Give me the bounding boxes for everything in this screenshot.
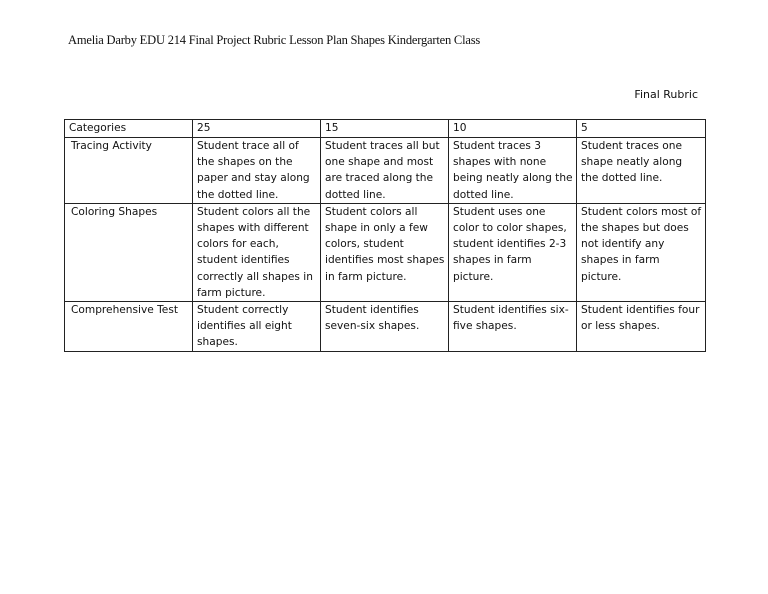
rubric-row-tracing-activity <box>65 138 706 204</box>
criteria-cell: Student colors all shape in only a few colors, student identifies most shapes in farm picture. <box>321 203 449 301</box>
criteria-cell: Student traces 3 shapes with none being neatly along the dotted line. <box>449 138 577 204</box>
criteria-cell: Student colors all the shapes with different colors for each, student identifies correctly all shapes in farm picture. <box>193 203 321 301</box>
rubric-header-row <box>65 120 706 138</box>
header-score-25: 25 <box>193 120 321 138</box>
category-cell: Coloring Shapes <box>65 203 193 301</box>
criteria-cell: Student identifies seven-six shapes. <box>321 302 449 352</box>
document-title: Amelia Darby EDU 214 Final Project Rubric Lesson Plan Shapes Kindergarten Class <box>68 33 481 47</box>
criteria-cell: Student uses one color to color shapes, student identifies 2-3 shapes in farm picture. <box>449 203 577 301</box>
category-cell: Tracing Activity <box>65 138 193 204</box>
criteria-cell: Student trace all of the shapes on the paper and stay along the dotted line. <box>193 138 321 204</box>
criteria-cell: Student traces one shape neatly along the dotted line. <box>577 138 706 204</box>
rubric-table <box>64 119 706 352</box>
criteria-cell: Student correctly identifies all eight shapes. <box>193 302 321 352</box>
rubric-row-coloring-shapes <box>65 203 706 301</box>
criteria-cell: Student traces all but one shape and most are traced along the dotted line. <box>321 138 449 204</box>
final-rubric-heading: Final Rubric <box>634 88 698 101</box>
criteria-cell: Student colors most of the shapes but does not identify any shapes in farm picture. <box>577 203 706 301</box>
category-cell: Comprehensive Test <box>65 302 193 352</box>
rubric-row-comprehensive-test <box>65 302 706 352</box>
criteria-cell: Student identifies four or less shapes. <box>577 302 706 352</box>
header-score-5: 5 <box>577 120 706 138</box>
header-score-10: 10 <box>449 120 577 138</box>
header-score-15: 15 <box>321 120 449 138</box>
header-categories: Categories <box>65 120 193 138</box>
criteria-cell: Student identifies six-five shapes. <box>449 302 577 352</box>
